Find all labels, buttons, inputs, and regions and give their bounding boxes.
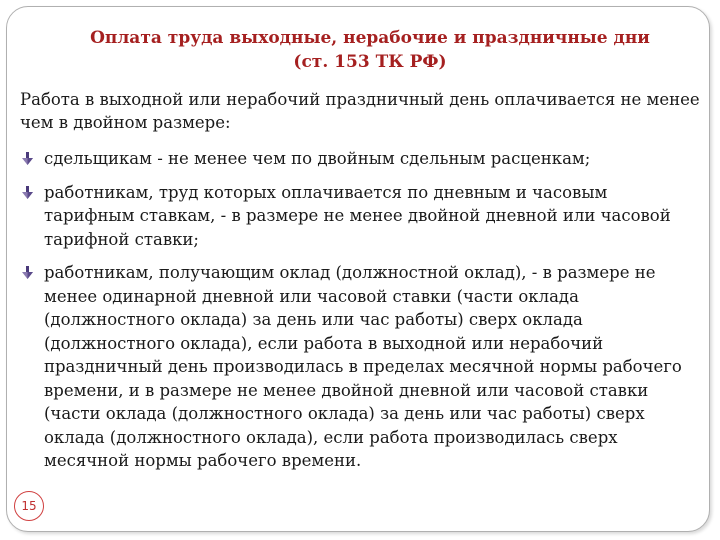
list-item <box>20 181 700 252</box>
list-item <box>20 261 700 473</box>
bullet-text: работникам, труд которых оплачивается по дневным и часовым тарифным ставкам, - в размере не менее двойной дневной или часовой тарифной ставки; <box>44 182 671 249</box>
bullet-arrow-icon <box>22 186 34 200</box>
bullet-text: работникам, получающим оклад (должностной оклад), - в размере не менее одинарной дневной или часовой ставки (части оклада (должностного оклада) за день или час работы) сверх оклада (должностного оклада), если работа в выходной или нерабочий праздничный день производилась в пределах месячной нормы рабочего времени, и в размере не менее двойной дневной или часовой ставки (части оклада (должностного оклада) за день или час работы) сверх оклада (должностного оклада), если работа производилась сверх месячной нормы рабочего времени. <box>44 263 682 470</box>
page-title <box>40 26 700 74</box>
bullet-arrow-icon <box>22 152 34 166</box>
bullet-arrow-icon <box>22 266 34 280</box>
title-line-1: Оплата труда выходные, нерабочие и праздничные дни <box>90 28 650 48</box>
page-number-badge: 15 <box>14 491 44 521</box>
title-line-2: (ст. 153 ТК РФ) <box>293 52 447 72</box>
bullet-text: сдельщикам - не менее чем по двойным сдельным расценкам; <box>44 149 591 168</box>
list-item <box>20 147 700 171</box>
bullet-list <box>20 147 700 483</box>
intro-paragraph: Работа в выходной или нерабочий праздничный день оплачивается не менее чем в двойном размере: <box>20 90 700 132</box>
